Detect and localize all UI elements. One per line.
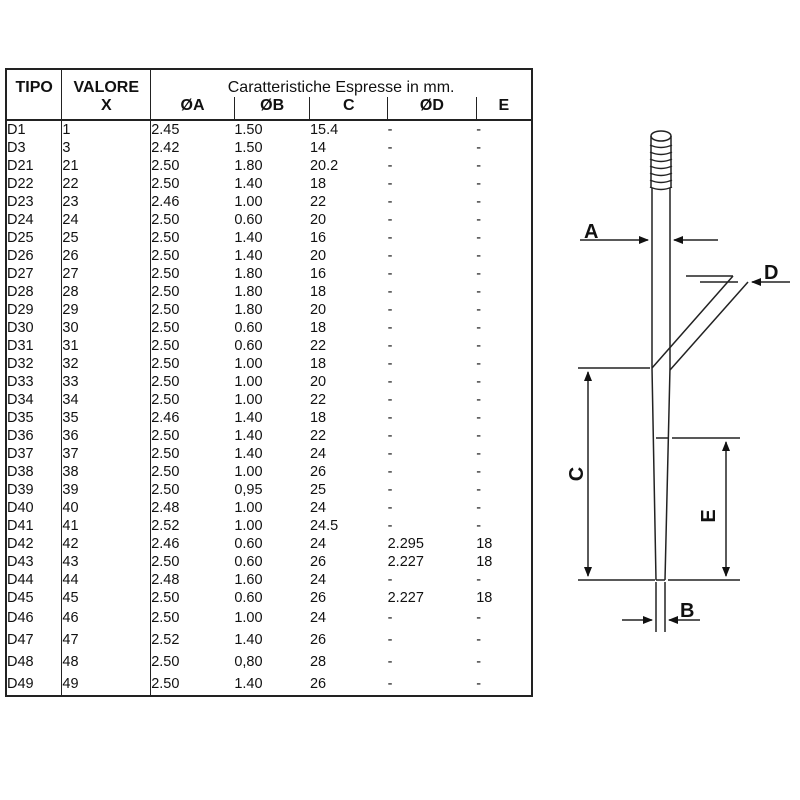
cell-b: 0.60 (234, 212, 263, 228)
d-line-1 (652, 276, 733, 368)
cell-tipo: D21 (7, 158, 34, 174)
cell-a: 2.50 (151, 481, 235, 499)
cell-e: - (476, 632, 482, 648)
cell-c: 26 (309, 554, 327, 570)
cell-tipo: D47 (7, 632, 34, 648)
cell-e: 18 (476, 536, 493, 552)
cell-x: 46 (62, 607, 151, 629)
cell-e: - (476, 446, 482, 462)
cell-a: 2.48 (151, 571, 235, 589)
cell-d: - (387, 158, 393, 174)
cell-e: - (476, 302, 482, 318)
cell-c: 25 (309, 482, 327, 498)
cell-b: 1.40 (234, 230, 263, 246)
cell-x: 43 (62, 553, 151, 571)
cell-tipo: D49 (7, 676, 34, 692)
cell-a: 2.50 (151, 175, 235, 193)
table-row (6, 265, 532, 283)
cell-a: 2.46 (151, 193, 235, 211)
cell-d: - (387, 230, 393, 246)
table-row (6, 517, 532, 535)
table-row (6, 229, 532, 247)
cell-a: 2.50 (151, 589, 235, 607)
cell-d: - (387, 374, 393, 390)
cell-e: - (476, 320, 482, 336)
cell-d: - (387, 654, 393, 670)
cell-e: - (476, 654, 482, 670)
cell-c: 20 (309, 248, 327, 264)
cell-tipo: D43 (7, 554, 34, 570)
table-row (6, 535, 532, 553)
cell-c: 22 (309, 392, 327, 408)
cell-b: 1.40 (234, 632, 263, 648)
cell-d: - (387, 122, 393, 138)
cell-e: - (476, 518, 482, 534)
cell-e: - (476, 212, 482, 228)
cell-b: 1.50 (234, 122, 263, 138)
needle-diagram (560, 120, 800, 640)
header-valore: VALORE (62, 69, 151, 97)
cell-e: - (476, 410, 482, 426)
header-row-2 (6, 97, 532, 120)
cell-d: - (387, 464, 393, 480)
cell-b: 1.60 (234, 572, 263, 588)
cell-b: 1.40 (234, 446, 263, 462)
table-row (6, 283, 532, 301)
cell-a: 2.52 (151, 517, 235, 535)
table-row (6, 337, 532, 355)
cell-x: 29 (62, 301, 151, 319)
table-row (6, 175, 532, 193)
cell-e: - (476, 338, 482, 354)
cell-d: 2.227 (387, 554, 424, 570)
cell-tipo: D48 (7, 654, 34, 670)
cell-d: - (387, 302, 393, 318)
table-row (6, 247, 532, 265)
table-row (6, 193, 532, 211)
cell-c: 26 (309, 676, 327, 692)
cell-c: 22 (309, 194, 327, 210)
cell-tipo: D42 (7, 536, 34, 552)
cell-x: 37 (62, 445, 151, 463)
cell-b: 1.80 (234, 302, 263, 318)
cell-tipo: D36 (7, 428, 34, 444)
table-row (6, 651, 532, 673)
cell-tipo: D24 (7, 212, 34, 228)
cell-e: - (476, 676, 482, 692)
cell-d: - (387, 320, 393, 336)
cell-a: 2.50 (151, 265, 235, 283)
cell-a: 2.50 (151, 157, 235, 175)
header-a: ØA (151, 97, 235, 120)
cell-tipo: D45 (7, 590, 34, 606)
cell-a: 2.50 (151, 463, 235, 481)
table-row (6, 319, 532, 337)
cell-e: - (476, 194, 482, 210)
table-row (6, 157, 532, 175)
table-row (6, 301, 532, 319)
cell-e: - (476, 158, 482, 174)
cell-c: 24.5 (309, 518, 339, 534)
cell-tipo: D46 (7, 610, 34, 626)
cell-tipo: D40 (7, 500, 34, 516)
cell-tipo: D28 (7, 284, 34, 300)
label-e: E (698, 509, 720, 523)
cell-e: - (476, 284, 482, 300)
cell-b: 0.60 (234, 590, 263, 606)
cell-tipo: D1 (7, 122, 26, 138)
cell-tipo: D34 (7, 392, 34, 408)
spec-table (5, 68, 533, 697)
cell-tipo: D38 (7, 464, 34, 480)
cell-e: 18 (476, 554, 493, 570)
cell-e: - (476, 176, 482, 192)
cell-a: 2.50 (151, 673, 235, 696)
header-tipo: TIPO (15, 79, 53, 96)
cell-tipo: D25 (7, 230, 34, 246)
header-x: X (62, 97, 151, 120)
cell-e: - (476, 392, 482, 408)
cell-x: 36 (62, 427, 151, 445)
cell-tipo: D37 (7, 446, 34, 462)
label-d: D (764, 262, 779, 284)
cell-c: 26 (309, 632, 327, 648)
header-tipo-spacer (6, 97, 62, 120)
cell-c: 18 (309, 356, 327, 372)
cell-c: 22 (309, 338, 327, 354)
cell-d: - (387, 212, 393, 228)
cell-a: 2.46 (151, 409, 235, 427)
cell-c: 26 (309, 464, 327, 480)
cell-x: 21 (62, 157, 151, 175)
cell-c: 16 (309, 230, 327, 246)
cell-b: 1.40 (234, 676, 263, 692)
table-row (6, 481, 532, 499)
cell-a: 2.50 (151, 301, 235, 319)
cell-b: 1.00 (234, 518, 263, 534)
cell-x: 31 (62, 337, 151, 355)
label-a: A (584, 221, 599, 243)
cell-a: 2.50 (151, 373, 235, 391)
cell-b: 1.40 (234, 410, 263, 426)
cell-e: - (476, 428, 482, 444)
header-c: C (310, 97, 388, 120)
cell-d: - (387, 482, 393, 498)
cell-b: 1.00 (234, 392, 263, 408)
cell-a: 2.45 (151, 120, 235, 139)
cell-e: - (476, 482, 482, 498)
cell-tipo: D22 (7, 176, 34, 192)
table-row (6, 571, 532, 589)
table-row (6, 589, 532, 607)
cell-x: 1 (62, 120, 151, 139)
cell-c: 14 (309, 140, 327, 156)
cell-d: - (387, 446, 393, 462)
cell-b: 0,95 (234, 482, 263, 498)
cell-c: 20 (309, 302, 327, 318)
cell-x: 25 (62, 229, 151, 247)
cell-tipo: D31 (7, 338, 34, 354)
cell-a: 2.50 (151, 337, 235, 355)
cell-x: 30 (62, 319, 151, 337)
cell-x: 38 (62, 463, 151, 481)
cell-e: - (476, 356, 482, 372)
table-row (6, 427, 532, 445)
header-caption: Caratteristiche Espresse in mm. (151, 69, 532, 97)
table-row (6, 463, 532, 481)
cell-d: - (387, 676, 393, 692)
cell-b: 1.00 (234, 194, 263, 210)
cell-a: 2.50 (151, 553, 235, 571)
table-row (6, 120, 532, 139)
cell-b: 1.80 (234, 284, 263, 300)
header-row-1 (6, 69, 532, 97)
cell-e: - (476, 610, 482, 626)
cell-c: 20 (309, 212, 327, 228)
needle-threads (650, 136, 672, 190)
cell-x: 45 (62, 589, 151, 607)
cell-b: 0.60 (234, 320, 263, 336)
cell-x: 3 (62, 139, 151, 157)
cell-a: 2.48 (151, 499, 235, 517)
cell-d: - (387, 500, 393, 516)
cell-x: 35 (62, 409, 151, 427)
cell-c: 26 (309, 590, 327, 606)
cell-x: 24 (62, 211, 151, 229)
cell-x: 33 (62, 373, 151, 391)
d-line-2 (670, 282, 748, 370)
cell-x: 49 (62, 673, 151, 696)
table-row (6, 629, 532, 651)
label-c: C (566, 466, 588, 482)
cell-b: 1.50 (234, 140, 263, 156)
cell-d: - (387, 518, 393, 534)
cell-a: 2.50 (151, 211, 235, 229)
cell-x: 34 (62, 391, 151, 409)
cell-e: 18 (476, 590, 493, 606)
header-d: ØD (388, 97, 477, 120)
table-row (6, 355, 532, 373)
cell-b: 1.40 (234, 176, 263, 192)
cell-tipo: D33 (7, 374, 34, 390)
cell-e: - (476, 266, 482, 282)
cell-e: - (476, 122, 482, 138)
cell-e: - (476, 500, 482, 516)
cell-a: 2.50 (151, 427, 235, 445)
cell-x: 44 (62, 571, 151, 589)
table-row (6, 211, 532, 229)
cell-b: 1.80 (234, 266, 263, 282)
table-row (6, 139, 532, 157)
cell-x: 47 (62, 629, 151, 651)
cell-d: - (387, 392, 393, 408)
cell-x: 42 (62, 535, 151, 553)
cell-d: - (387, 176, 393, 192)
header-b: ØB (234, 97, 310, 120)
cell-e: - (476, 374, 482, 390)
cell-d: - (387, 248, 393, 264)
needle-shank (652, 188, 670, 368)
cell-c: 20.2 (309, 158, 339, 174)
cell-tipo: D26 (7, 248, 34, 264)
cell-tipo: D35 (7, 410, 34, 426)
cell-d: 2.295 (387, 536, 424, 552)
cell-d: - (387, 610, 393, 626)
cell-c: 24 (309, 536, 327, 552)
cell-x: 22 (62, 175, 151, 193)
cell-x: 48 (62, 651, 151, 673)
cell-a: 2.50 (151, 607, 235, 629)
cell-a: 2.50 (151, 391, 235, 409)
table-row (6, 499, 532, 517)
cell-d: - (387, 356, 393, 372)
cell-c: 18 (309, 284, 327, 300)
cell-d: - (387, 632, 393, 648)
cell-x: 32 (62, 355, 151, 373)
cell-c: 16 (309, 266, 327, 282)
cell-x: 23 (62, 193, 151, 211)
cell-a: 2.46 (151, 535, 235, 553)
cell-c: 18 (309, 320, 327, 336)
cell-b: 1.40 (234, 248, 263, 264)
table-row (6, 409, 532, 427)
cell-d: - (387, 284, 393, 300)
cell-b: 0.60 (234, 536, 263, 552)
cell-a: 2.42 (151, 139, 235, 157)
label-b: B (680, 600, 695, 622)
cell-c: 24 (309, 446, 327, 462)
cell-a: 2.52 (151, 629, 235, 651)
cell-d: - (387, 338, 393, 354)
cell-a: 2.50 (151, 319, 235, 337)
table-body (6, 120, 532, 696)
cell-tipo: D39 (7, 482, 34, 498)
cell-e: - (476, 140, 482, 156)
cell-c: 24 (309, 500, 327, 516)
cell-c: 18 (309, 410, 327, 426)
cell-tipo: D27 (7, 266, 34, 282)
cell-e: - (476, 230, 482, 246)
cell-tipo: D44 (7, 572, 34, 588)
cell-b: 0,80 (234, 654, 263, 670)
table-row (6, 553, 532, 571)
cell-tipo: D30 (7, 320, 34, 336)
cell-a: 2.50 (151, 651, 235, 673)
cell-d: - (387, 410, 393, 426)
cell-b: 1.00 (234, 356, 263, 372)
cell-b: 1.00 (234, 610, 263, 626)
header-e: E (476, 97, 532, 120)
cell-b: 1.00 (234, 374, 263, 390)
cell-b: 1.00 (234, 464, 263, 480)
cell-x: 27 (62, 265, 151, 283)
cell-c: 22 (309, 428, 327, 444)
table-row (6, 673, 532, 696)
cell-d: - (387, 572, 393, 588)
cell-tipo: D32 (7, 356, 34, 372)
cell-e: - (476, 572, 482, 588)
cell-c: 24 (309, 572, 327, 588)
cell-d: - (387, 428, 393, 444)
cell-a: 2.50 (151, 229, 235, 247)
cell-x: 26 (62, 247, 151, 265)
cell-d: - (387, 140, 393, 156)
table-row (6, 445, 532, 463)
cell-c: 20 (309, 374, 327, 390)
cell-b: 1.40 (234, 428, 263, 444)
cell-a: 2.50 (151, 283, 235, 301)
table-row (6, 391, 532, 409)
cell-tipo: D41 (7, 518, 34, 534)
cell-x: 39 (62, 481, 151, 499)
cell-e: - (476, 248, 482, 264)
cell-b: 1.00 (234, 500, 263, 516)
cell-tipo: D23 (7, 194, 34, 210)
cell-x: 40 (62, 499, 151, 517)
table-row (6, 607, 532, 629)
cell-a: 2.50 (151, 445, 235, 463)
cell-a: 2.50 (151, 355, 235, 373)
cell-tipo: D29 (7, 302, 34, 318)
cell-a: 2.50 (151, 247, 235, 265)
cell-e: - (476, 464, 482, 480)
cell-x: 28 (62, 283, 151, 301)
cell-x: 41 (62, 517, 151, 535)
cell-tipo: D3 (7, 140, 26, 156)
cell-c: 28 (309, 654, 327, 670)
cell-d: 2.227 (387, 590, 424, 606)
table-row (6, 373, 532, 391)
cell-d: - (387, 194, 393, 210)
needle-taper (652, 368, 670, 580)
cell-b: 1.80 (234, 158, 263, 174)
needle-top-cap (651, 131, 671, 141)
cell-b: 0.60 (234, 338, 263, 354)
cell-c: 18 (309, 176, 327, 192)
cell-d: - (387, 266, 393, 282)
cell-c: 15.4 (309, 122, 339, 138)
cell-c: 24 (309, 610, 327, 626)
cell-b: 0.60 (234, 554, 263, 570)
